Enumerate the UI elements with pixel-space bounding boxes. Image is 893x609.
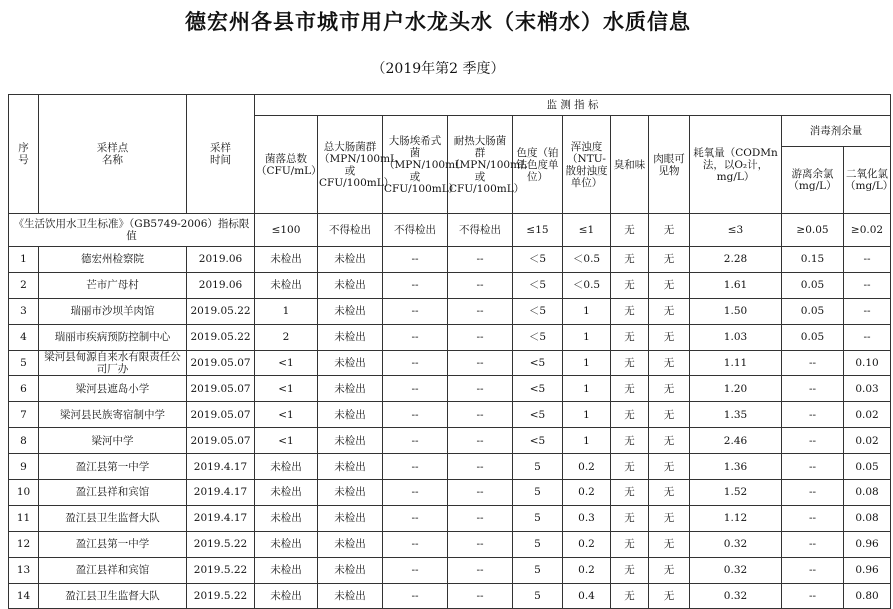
row-value: 无 [611, 480, 649, 506]
row-no: 11 [9, 505, 39, 531]
row-value: 未检出 [318, 480, 383, 506]
row-time: 2019.4.17 [187, 505, 255, 531]
row-value: 未检出 [318, 583, 383, 609]
row-site: 瑞丽市沙坝羊肉馆 [39, 298, 187, 324]
row-value: 1.36 [690, 454, 782, 480]
row-time: 2019.05.07 [187, 376, 255, 402]
row-value: -- [448, 557, 513, 583]
row-time: 2019.5.22 [187, 557, 255, 583]
row-no: 4 [9, 324, 39, 350]
row-no: 9 [9, 454, 39, 480]
row-value: 1 [563, 324, 611, 350]
row-value: <1 [255, 428, 318, 454]
row-value: <1 [255, 376, 318, 402]
standard-value: ≤15 [513, 214, 563, 247]
row-site: 瑞丽市疾病预防控制中心 [39, 324, 187, 350]
row-value: 无 [649, 402, 690, 428]
row-value: 0.2 [563, 531, 611, 557]
row-time: 2019.5.22 [187, 583, 255, 609]
row-value: 无 [649, 454, 690, 480]
row-site: 盈江县祥和宾馆 [39, 557, 187, 583]
row-value: -- [844, 324, 891, 350]
row-value: 0.05 [782, 298, 844, 324]
row-site: 梁河县民族寄宿制中学 [39, 402, 187, 428]
row-value: <5 [513, 402, 563, 428]
table-row [9, 298, 891, 324]
standard-label: 《生活饮用水卫生标准》（GB5749-2006）指标限值 [9, 214, 255, 247]
row-value: -- [448, 505, 513, 531]
header-site: 采样点 名称 [39, 95, 187, 214]
page-subtitle: （2019年第2 季度） [371, 61, 505, 77]
row-site: 芒市广母村 [39, 272, 187, 298]
row-value: <5 [513, 350, 563, 376]
row-value: -- [844, 247, 891, 273]
row-value: 无 [611, 272, 649, 298]
row-value: 未检出 [255, 480, 318, 506]
row-value: -- [782, 454, 844, 480]
row-value: 未检出 [318, 428, 383, 454]
header-col: 耗氧量（CODMn法，以O₂计，mg/L） [690, 116, 782, 214]
row-time: 2019.06 [187, 272, 255, 298]
row-value: 未检出 [318, 350, 383, 376]
header-disinfectant: 消毒剂余量 [782, 116, 891, 147]
water-quality-table [8, 94, 891, 609]
row-no: 10 [9, 480, 39, 506]
row-value: 无 [649, 376, 690, 402]
row-value: 未检出 [318, 376, 383, 402]
row-value: 0.32 [690, 583, 782, 609]
table-row [9, 454, 891, 480]
row-value: -- [782, 376, 844, 402]
row-value: 无 [611, 454, 649, 480]
row-no: 6 [9, 376, 39, 402]
row-value: 0.96 [844, 557, 891, 583]
row-value: 无 [649, 324, 690, 350]
row-value: -- [383, 247, 448, 273]
table-row [9, 402, 891, 428]
row-value: 2.28 [690, 247, 782, 273]
row-value: -- [448, 531, 513, 557]
row-value: -- [782, 505, 844, 531]
table-row [9, 324, 891, 350]
standard-value: ≥0.05 [782, 214, 844, 247]
row-value: 无 [649, 428, 690, 454]
row-value: -- [448, 350, 513, 376]
row-value: -- [448, 324, 513, 350]
row-value: 未检出 [318, 324, 383, 350]
row-value: 1.35 [690, 402, 782, 428]
row-value: 1 [563, 350, 611, 376]
row-value: -- [448, 428, 513, 454]
row-value: 0.03 [844, 376, 891, 402]
row-value: -- [383, 324, 448, 350]
row-value: 无 [649, 505, 690, 531]
row-value: -- [844, 298, 891, 324]
row-value: 1.50 [690, 298, 782, 324]
table-row [9, 557, 891, 583]
row-value: 无 [611, 557, 649, 583]
standard-value: ≥0.02 [844, 214, 891, 247]
row-value: 0.32 [690, 557, 782, 583]
row-value: 0.32 [690, 531, 782, 557]
header-col: 菌落总数（CFU/mL） [255, 116, 318, 214]
standard-value: 不得检出 [318, 214, 383, 247]
row-value: -- [383, 298, 448, 324]
row-value: 1 [563, 402, 611, 428]
row-value: 无 [611, 298, 649, 324]
row-value: 无 [611, 324, 649, 350]
row-value: 未检出 [255, 557, 318, 583]
header-no: 序 号 [9, 95, 39, 214]
header-col: 总大肠菌群（MPN/100mL或CFU/100mL） [318, 116, 383, 214]
standard-value: ≤100 [255, 214, 318, 247]
row-value: 0.02 [844, 428, 891, 454]
row-site: 盈江县卫生监督大队 [39, 583, 187, 609]
table-row [9, 376, 891, 402]
table-row [9, 247, 891, 273]
row-value: -- [383, 402, 448, 428]
row-value: -- [383, 480, 448, 506]
row-value: 1.12 [690, 505, 782, 531]
header-col: 二氧化氯（mg/L） [844, 147, 891, 214]
row-value: <5 [513, 376, 563, 402]
standard-value: ≤1 [563, 214, 611, 247]
row-value: -- [844, 272, 891, 298]
row-time: 2019.5.22 [187, 531, 255, 557]
row-value: 0.2 [563, 454, 611, 480]
row-value: <1 [255, 350, 318, 376]
header-col: 色度（铂钴色度单位） [513, 116, 563, 214]
row-value: -- [383, 505, 448, 531]
row-site: 盈江县第一中学 [39, 531, 187, 557]
row-value: -- [448, 376, 513, 402]
row-value: 0.3 [563, 505, 611, 531]
table-row [9, 350, 891, 376]
row-value: 未检出 [255, 531, 318, 557]
row-value: 未检出 [255, 583, 318, 609]
row-value: -- [383, 454, 448, 480]
row-value: ＜5 [513, 247, 563, 273]
row-value: 1 [255, 298, 318, 324]
row-value: 无 [611, 531, 649, 557]
row-value: 5 [513, 531, 563, 557]
row-value: 无 [611, 505, 649, 531]
row-value: ＜0.5 [563, 247, 611, 273]
row-time: 2019.05.07 [187, 402, 255, 428]
row-value: 未检出 [318, 272, 383, 298]
row-no: 2 [9, 272, 39, 298]
row-value: 未检出 [318, 402, 383, 428]
row-value: 5 [513, 480, 563, 506]
header-col: 肉眼可见物 [649, 116, 690, 214]
header-col: 浑浊度（NTU-散射浊度单位） [563, 116, 611, 214]
row-site: 梁河中学 [39, 428, 187, 454]
row-time: 2019.05.07 [187, 428, 255, 454]
row-value: 无 [649, 557, 690, 583]
standard-value: 不得检出 [383, 214, 448, 247]
row-value: -- [383, 428, 448, 454]
row-value: -- [782, 557, 844, 583]
row-no: 12 [9, 531, 39, 557]
row-value: 无 [649, 272, 690, 298]
row-value: -- [782, 402, 844, 428]
row-value: -- [448, 454, 513, 480]
row-value: -- [448, 402, 513, 428]
row-value: 5 [513, 454, 563, 480]
row-value: -- [782, 480, 844, 506]
row-value: -- [383, 557, 448, 583]
row-no: 8 [9, 428, 39, 454]
row-value: 1.11 [690, 350, 782, 376]
row-value: -- [782, 583, 844, 609]
row-time: 2019.4.17 [187, 480, 255, 506]
row-value: 无 [649, 480, 690, 506]
row-value: 无 [611, 350, 649, 376]
row-value: ＜5 [513, 324, 563, 350]
row-value: -- [448, 583, 513, 609]
row-value: 2 [255, 324, 318, 350]
row-value: ＜5 [513, 272, 563, 298]
row-value: 1.20 [690, 376, 782, 402]
row-value: 5 [513, 505, 563, 531]
row-value: -- [383, 583, 448, 609]
table-row [9, 480, 891, 506]
row-value: 未检出 [318, 557, 383, 583]
row-value: 0.4 [563, 583, 611, 609]
row-value: 2.46 [690, 428, 782, 454]
row-value: 0.15 [782, 247, 844, 273]
row-no: 1 [9, 247, 39, 273]
row-time: 2019.06 [187, 247, 255, 273]
row-value: 0.2 [563, 480, 611, 506]
table-row [9, 428, 891, 454]
row-value: 无 [649, 531, 690, 557]
row-value: 未检出 [255, 505, 318, 531]
standard-value: 无 [611, 214, 649, 247]
row-no: 13 [9, 557, 39, 583]
row-value: 无 [611, 428, 649, 454]
row-value: 无 [649, 298, 690, 324]
row-site: 盈江县第一中学 [39, 454, 187, 480]
row-value: 0.10 [844, 350, 891, 376]
row-no: 7 [9, 402, 39, 428]
row-value: 0.05 [844, 454, 891, 480]
header-col: 游离余氯（mg/L） [782, 147, 844, 214]
header-indicators: 监 测 指 标 [255, 95, 891, 116]
row-time: 2019.4.17 [187, 454, 255, 480]
row-value: -- [448, 272, 513, 298]
row-value: -- [383, 272, 448, 298]
row-value: -- [383, 350, 448, 376]
row-site: 盈江县卫生监督大队 [39, 505, 187, 531]
row-value: 无 [649, 247, 690, 273]
row-value: -- [448, 298, 513, 324]
row-value: -- [782, 428, 844, 454]
row-value: 未检出 [318, 247, 383, 273]
row-value: 0.05 [782, 272, 844, 298]
row-value: <5 [513, 428, 563, 454]
row-value: 无 [611, 402, 649, 428]
row-site: 梁河县遮岛小学 [39, 376, 187, 402]
standard-value: 无 [649, 214, 690, 247]
row-no: 5 [9, 350, 39, 376]
standard-value: 不得检出 [448, 214, 513, 247]
row-time: 2019.05.22 [187, 298, 255, 324]
row-value: 未检出 [318, 454, 383, 480]
row-value: ＜5 [513, 298, 563, 324]
header-time: 采样 时间 [187, 95, 255, 214]
table-row [9, 505, 891, 531]
row-value: ＜0.5 [563, 272, 611, 298]
row-value: 无 [649, 583, 690, 609]
row-value: 0.96 [844, 531, 891, 557]
row-value: 1 [563, 376, 611, 402]
page-title: 德宏州各县市城市用户水龙头水（末梢水）水质信息 [185, 9, 691, 34]
row-value: 5 [513, 583, 563, 609]
row-value: 无 [611, 583, 649, 609]
row-value: 1 [563, 428, 611, 454]
row-value: 5 [513, 557, 563, 583]
row-value: 无 [611, 376, 649, 402]
row-value: -- [383, 531, 448, 557]
row-value: 1 [563, 298, 611, 324]
row-value: 未检出 [255, 272, 318, 298]
table-row [9, 272, 891, 298]
row-value: -- [782, 350, 844, 376]
header-col: 臭和味 [611, 116, 649, 214]
row-no: 14 [9, 583, 39, 609]
row-time: 2019.05.22 [187, 324, 255, 350]
row-site: 盈江县祥和宾馆 [39, 480, 187, 506]
row-value: <1 [255, 402, 318, 428]
table-row [9, 583, 891, 609]
row-value: 无 [611, 247, 649, 273]
row-value: 1.52 [690, 480, 782, 506]
row-value: -- [383, 376, 448, 402]
row-value: -- [782, 531, 844, 557]
row-value: 0.80 [844, 583, 891, 609]
row-value: 无 [649, 350, 690, 376]
row-value: 1.03 [690, 324, 782, 350]
row-site: 德宏州检察院 [39, 247, 187, 273]
row-value: 0.08 [844, 480, 891, 506]
row-site: 梁河县甸源自来水有限责任公司厂办 [39, 350, 187, 376]
row-value: 0.08 [844, 505, 891, 531]
row-value: 未检出 [318, 531, 383, 557]
row-value: -- [448, 247, 513, 273]
row-value: 未检出 [318, 298, 383, 324]
header-col: 耐热大肠菌群（MPN/100mL或CFU/100mL） [448, 116, 513, 214]
row-value: -- [448, 480, 513, 506]
standard-value: ≤3 [690, 214, 782, 247]
row-no: 3 [9, 298, 39, 324]
header-col: 大肠埃希式菌（MPN/100mL或CFU/100mL） [383, 116, 448, 214]
row-value: 0.05 [782, 324, 844, 350]
row-value: 未检出 [255, 454, 318, 480]
table-row [9, 531, 891, 557]
row-value: 0.2 [563, 557, 611, 583]
row-value: 未检出 [255, 247, 318, 273]
row-value: 1.61 [690, 272, 782, 298]
row-value: 未检出 [318, 505, 383, 531]
row-time: 2019.05.07 [187, 350, 255, 376]
row-value: 0.02 [844, 402, 891, 428]
